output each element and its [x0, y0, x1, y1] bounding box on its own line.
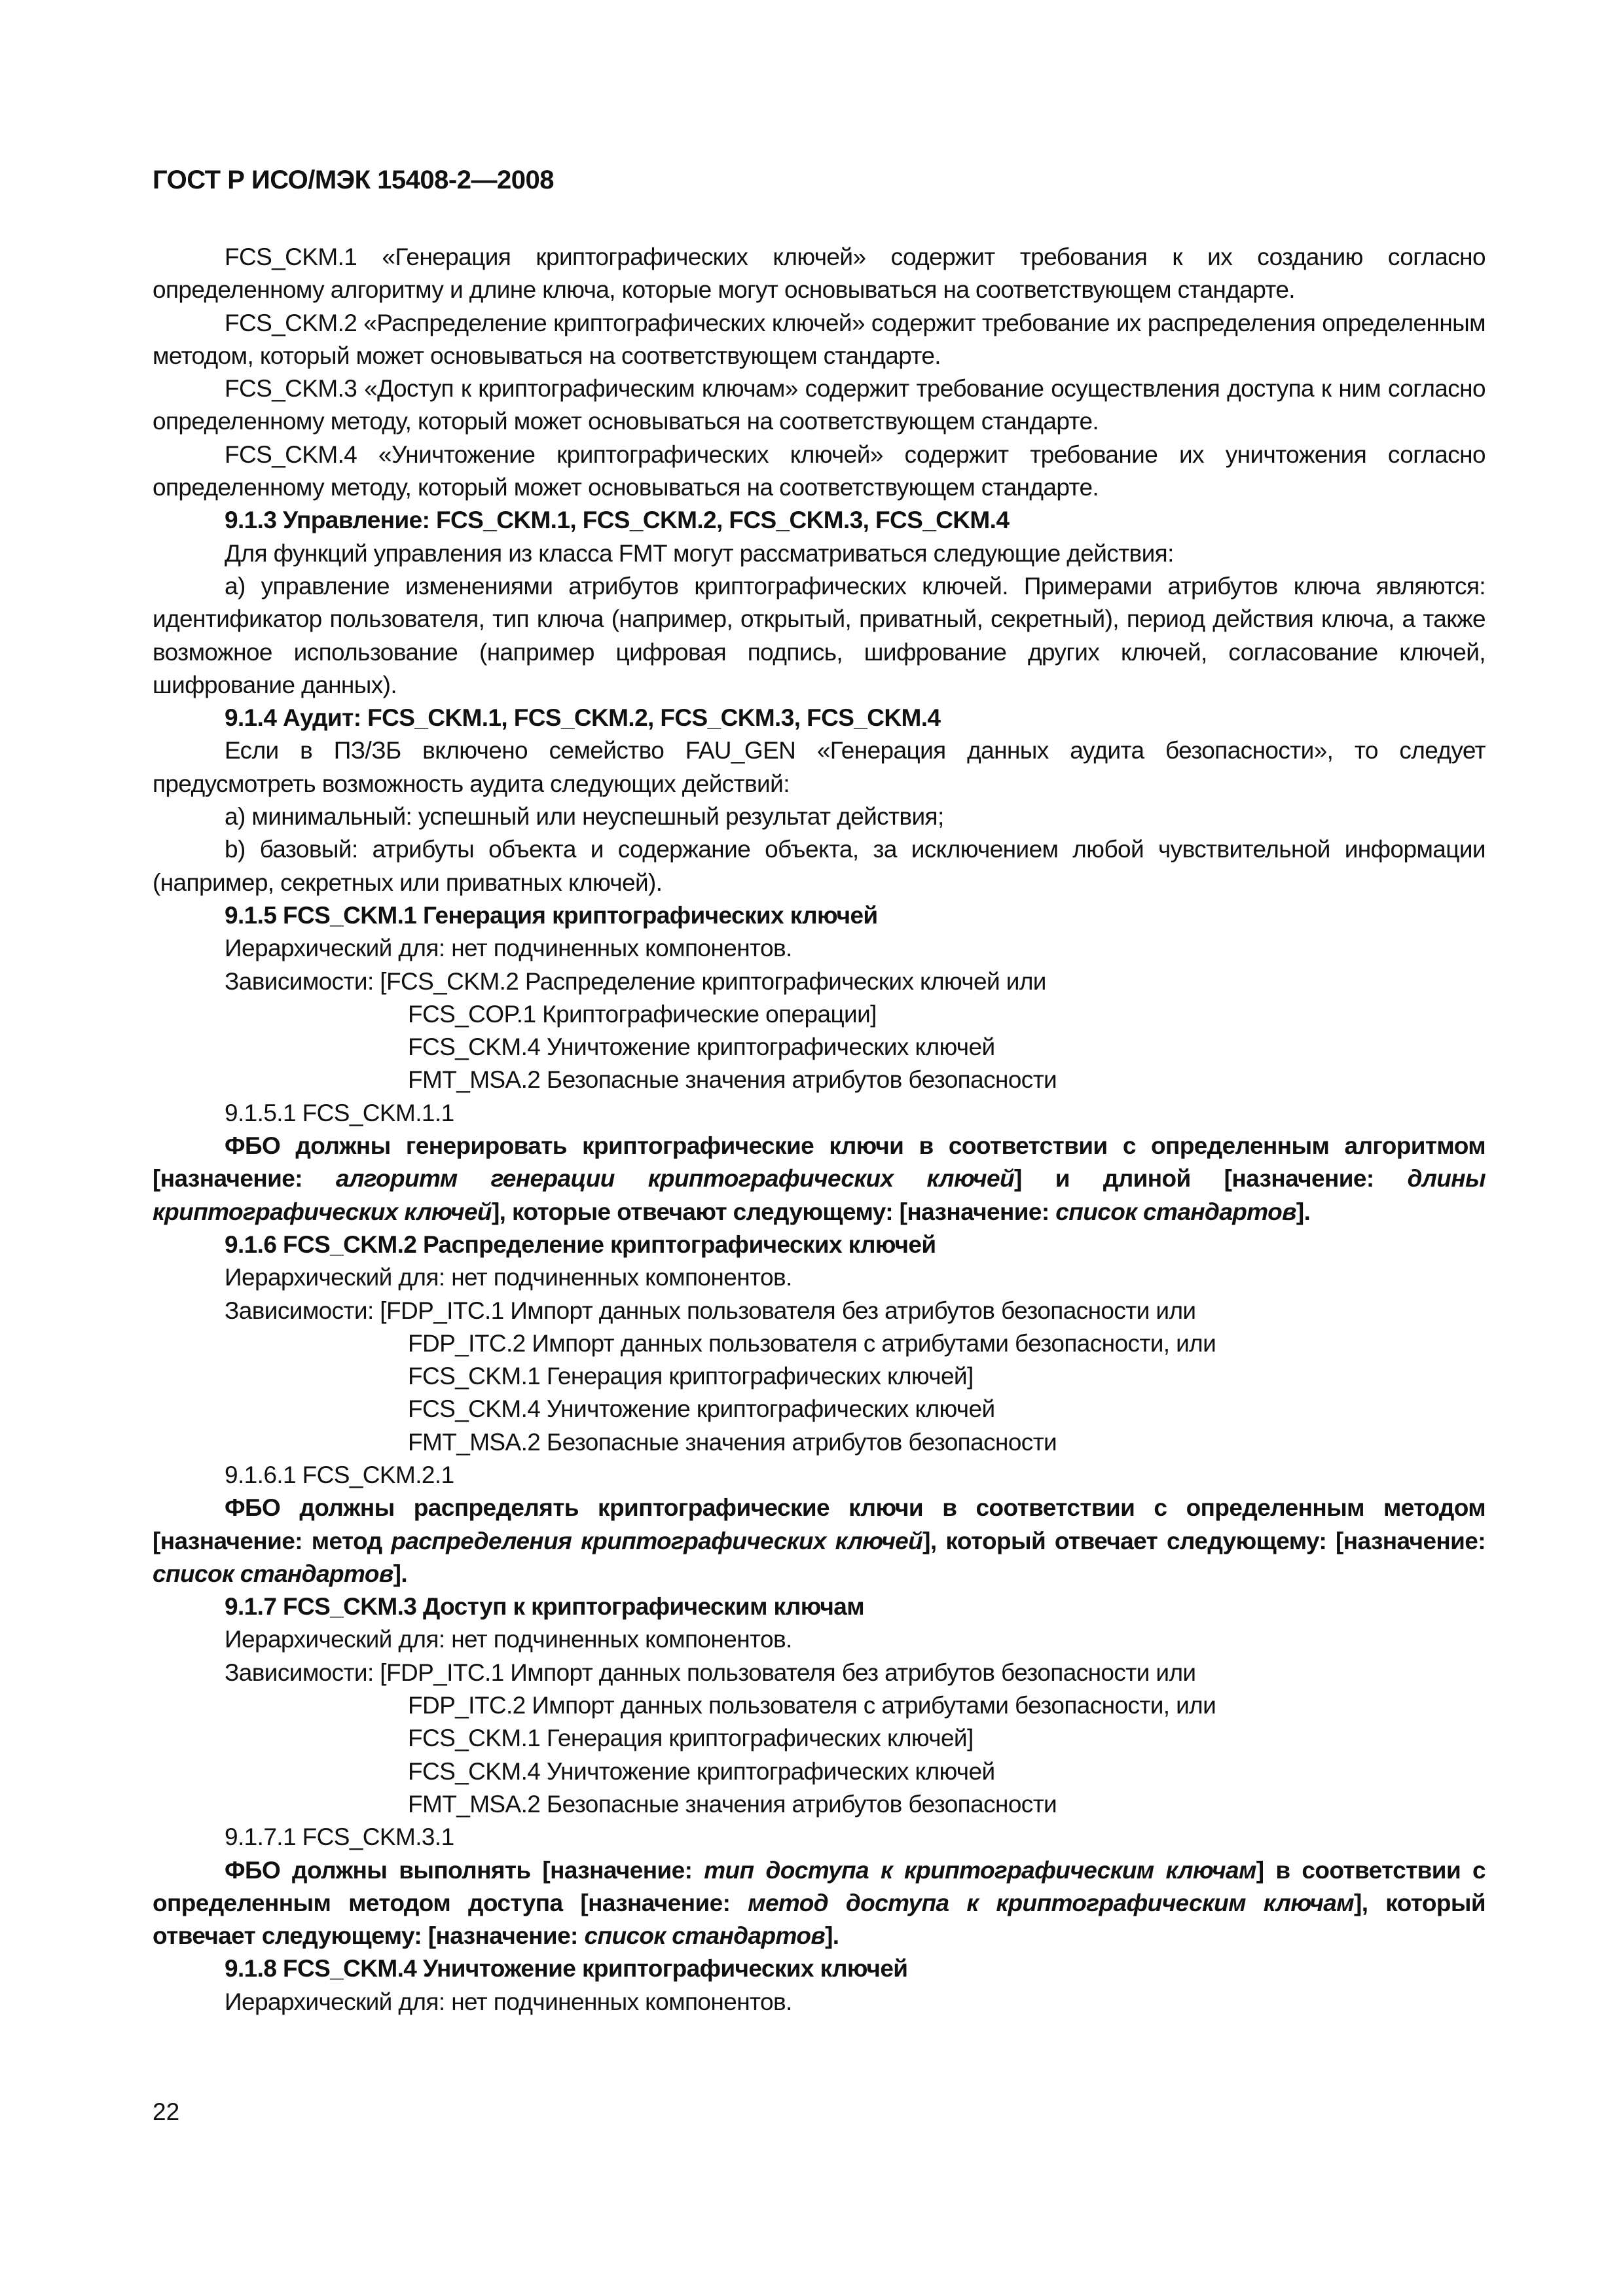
text-run: ] и длиной [назначение: [1014, 1165, 1408, 1193]
italic-run: алгоритм генерации криптографических ключей [335, 1165, 1014, 1193]
page-number: 22 [153, 2098, 180, 2125]
paragraph: Иерархический для: нет подчиненных компонентов. [225, 1626, 792, 1653]
paragraph: FDP_ITC.2 Импорт данных пользователя с атрибутами безопасности, или [408, 1329, 1216, 1357]
paragraph: Если в ПЗ/ЗБ включено семейство FAU_GEN «Генерация данных аудита безопасности», то следует предусмотреть возможность аудита следующих действий: [153, 737, 1486, 797]
paragraph: Зависимости: [FDP_ITC.1 Импорт данных пользователя без атрибутов безопасности или [225, 1297, 1196, 1324]
italic-run: метод доступа к криптографическим ключам [748, 1889, 1355, 1916]
paragraph: FCS_CKM.4 Уничтожение криптографических ключей [408, 1033, 995, 1061]
paragraph: FCS_CKM.2 «Распределение криптографических ключей» содержит требование их распределения определенным методом, который может основываться на соответствующем стандарте. [153, 309, 1486, 369]
paragraph: Для функций управления из класса FMT могут рассматриваться следующие действия: [225, 539, 1174, 567]
text-run: ]. [825, 1922, 839, 1950]
paragraph [153, 1854, 1486, 1953]
text-run: ]. [1296, 1198, 1311, 1225]
paragraph: 9.1.4 Аудит: FCS_CKM.1, FCS_CKM.2, FCS_CKM.3, FCS_CKM.4 [225, 704, 941, 732]
italic-run: распределения криптографических ключей [391, 1527, 923, 1554]
italic-run: тип доступа к криптографическим ключам [704, 1856, 1256, 1884]
text-run: ], который отвечает следующему: [назначение: [922, 1527, 1486, 1554]
paragraph: Иерархический для: нет подчиненных компонентов. [225, 1264, 792, 1291]
text-run: ]. [393, 1560, 408, 1587]
paragraph: FCS_CKM.1 Генерация криптографических ключей] [408, 1363, 974, 1390]
paragraph: 9.1.3 Управление: FCS_CKM.1, FCS_CKM.2, FCS_CKM.3, FCS_CKM.4 [225, 507, 1010, 534]
paragraph: 9.1.7 FCS_CKM.3 Доступ к криптографическим ключам [225, 1593, 865, 1621]
paragraph: a) минимальный: успешный или неуспешный результат действия; [225, 803, 944, 831]
paragraph: 9.1.6.1 FCS_CKM.2.1 [225, 1461, 454, 1488]
text-run: ФБО должны генерировать криптографические ключи в соответствии с определенным алгоритмом [назначение: [153, 1132, 1486, 1193]
paragraph: FDP_ITC.2 Импорт данных пользователя с атрибутами безопасности, или [408, 1692, 1216, 1719]
paragraph: 9.1.5 FCS_CKM.1 Генерация криптографических ключей [225, 901, 878, 929]
text-run: ] в соответствии с определенным методом доступа [назначение: [153, 1856, 1486, 1916]
italic-run: длины криптографических ключей [153, 1165, 1486, 1225]
paragraph: FCS_CKM.3 «Доступ к криптографическим ключам» содержит требование осуществления доступа к ним согласно определенному методу, который может основываться на соответствующем стандарте. [153, 375, 1486, 435]
document-header: ГОСТ Р ИСО/МЭК 15408-2—2008 [153, 166, 554, 194]
paragraph: 9.1.8 FCS_CKM.4 Уничтожение криптографических ключей [225, 1955, 908, 1982]
document-body [153, 241, 1486, 2018]
italic-run: список стандартов [1055, 1198, 1296, 1225]
paragraph: FCS_CKM.4 Уничтожение криптографических ключей [408, 1757, 995, 1785]
paragraph: a) управление изменениями атрибутов криптографических ключей. Примерами атрибутов ключа являются: идентификатор пользователя, тип ключа (например, открытый, приватный, секретный), период действия ключа, а также возможное использование (например цифровая подпись, шифрование других ключей, согласование ключей, шифрование данных). [153, 572, 1486, 698]
paragraph: Иерархический для: нет подчиненных компонентов. [225, 935, 792, 962]
paragraph: Зависимости: [FCS_CKM.2 Распределение криптографических ключей или [225, 967, 1046, 995]
paragraph: FMT_MSA.2 Безопасные значения атрибутов безопасности [408, 1790, 1057, 1818]
paragraph: 9.1.7.1 FCS_CKM.3.1 [225, 1823, 454, 1851]
paragraph: 9.1.5.1 FCS_CKM.1.1 [225, 1099, 454, 1126]
text-run: ], который отвечает следующему: [назначение: [153, 1889, 1486, 1950]
paragraph: 9.1.6 FCS_CKM.2 Распределение криптографических ключей [225, 1230, 936, 1258]
paragraph: b) базовый: атрибуты объекта и содержание объекта, за исключением любой чувствительной информации (например, секретных или приватных ключей). [153, 836, 1486, 896]
paragraph: FCS_CKM.4 Уничтожение криптографических ключей [408, 1395, 995, 1423]
paragraph: FMT_MSA.2 Безопасные значения атрибутов безопасности [408, 1428, 1057, 1456]
paragraph: Иерархический для: нет подчиненных компонентов. [225, 1988, 792, 2015]
paragraph: FCS_COP.1 Криптографические операции] [408, 1000, 877, 1028]
paragraph: FCS_CKM.1 «Генерация криптографических ключей» содержит требования к их созданию согласно определенному алгоритму и длине ключа, которые могут основываться на соответствующем стандарте. [153, 243, 1486, 304]
text-run: ФБО должны выполнять [назначение: [225, 1856, 704, 1884]
paragraph [153, 1130, 1486, 1229]
paragraph: Зависимости: [FDP_ITC.1 Импорт данных пользователя без атрибутов безопасности или [225, 1659, 1196, 1686]
text-run: ФБО должны распределять криптографические ключи в соответствии с определенным методом [назначение: метод [153, 1494, 1486, 1554]
italic-run: список стандартов [584, 1922, 826, 1950]
paragraph: FMT_MSA.2 Безопасные значения атрибутов безопасности [408, 1066, 1057, 1094]
text-run: ], которые отвечают следующему: [назначение: [491, 1198, 1056, 1225]
paragraph [153, 1492, 1486, 1590]
italic-run: список стандартов [153, 1560, 393, 1587]
paragraph: FCS_CKM.4 «Уничтожение криптографических ключей» содержит требование их уничтожения согласно определенному методу, который может основываться на соответствующем стандарте. [153, 440, 1486, 501]
paragraph: FCS_CKM.1 Генерация криптографических ключей] [408, 1725, 974, 1752]
